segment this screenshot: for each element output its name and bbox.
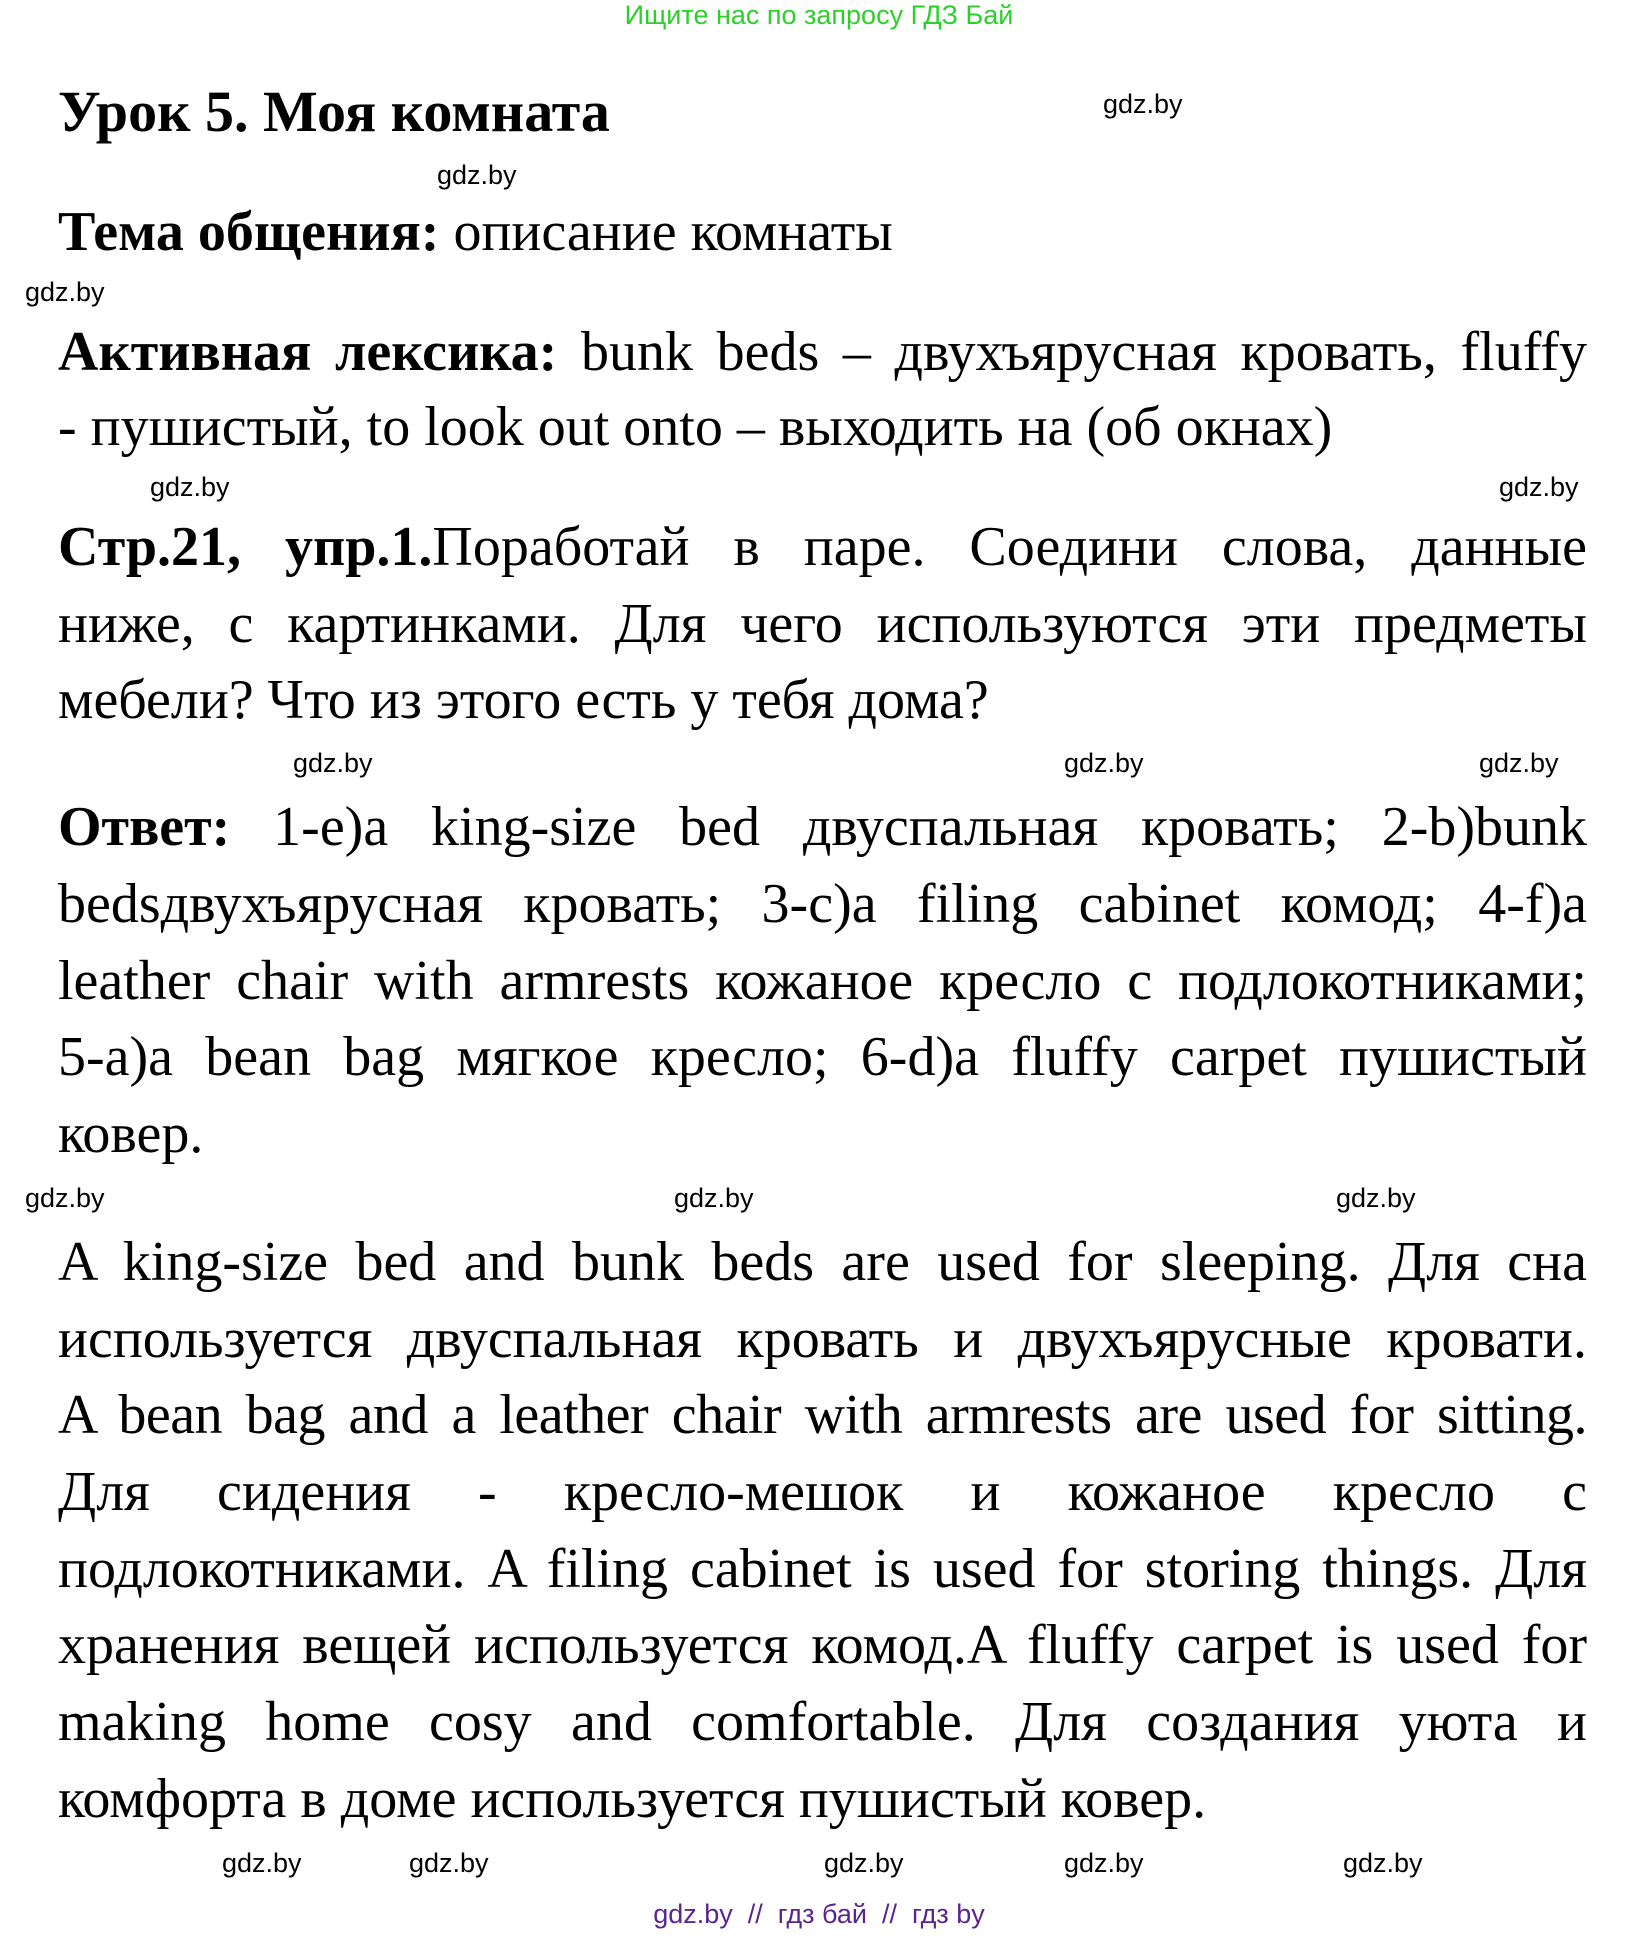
exercise-line: мебели? Что из этого есть у тебя дома?: [58, 669, 989, 731]
watermark: gdz.by: [25, 1183, 105, 1213]
watermark: gdz.by: [824, 1848, 904, 1878]
watermark: gdz.by: [25, 277, 105, 307]
watermark: gdz.by: [674, 1183, 754, 1213]
paragraph-line: комфорта в доме используется пушистый ковер.: [58, 1768, 1207, 1830]
header-banner: Ищите нас по запросу ГДЗ Бай: [624, 0, 1014, 30]
vocabulary-text: bunk beds – двухъярусная кровать, fluffy: [557, 321, 1587, 383]
answer-line: leather chair with armrests кожаное кресло с подлокотниками;: [58, 950, 1587, 1012]
paragraph-line: A bean bag and a leather chair with armrests are used for sitting.: [58, 1384, 1587, 1446]
watermark: gdz.by: [1336, 1183, 1416, 1213]
topic-line: [58, 200, 1587, 264]
watermark: gdz.by: [150, 472, 230, 502]
paragraph-line: подлокотниками. A filing cabinet is used for storing things. Для: [58, 1538, 1587, 1600]
watermark: gdz.by: [409, 1848, 489, 1878]
answer-text: 1-e)a king-size bed двуспальная кровать; 2-b)bunk: [230, 796, 1587, 858]
answer-line: bedsдвухъярусная кровать; 3-c)a filing cabinet комод; 4-f)a: [58, 873, 1587, 935]
watermark: gdz.by: [1499, 472, 1579, 502]
watermark: gdz.by: [222, 1848, 302, 1878]
exercise-line: [58, 515, 1587, 579]
footer-links: gdz.by // гдз бай // гдз by: [653, 1899, 985, 1929]
exercise-text: Поработай в паре. Соедини слова, данные: [432, 516, 1587, 578]
page-title: Урок 5. Моя комната: [58, 79, 610, 144]
paragraph-line: хранения вещей используется комод.A fluffy carpet is used for: [58, 1614, 1587, 1676]
vocabulary-line: - пушистый, to look out onto – выходить на (об окнах): [58, 396, 1333, 458]
watermark: gdz.by: [293, 748, 373, 778]
watermark: gdz.by: [1064, 748, 1144, 778]
answer-label: Ответ:: [58, 796, 231, 858]
vocabulary-line: [58, 320, 1587, 384]
exercise-label: Стр.21, упр.1.: [58, 516, 433, 578]
vocabulary-label: Активная лексика:: [58, 321, 558, 383]
paragraph-line: используется двуспальная кровать и двухъярусные кровати.: [58, 1308, 1587, 1370]
answer-line: ковер.: [58, 1103, 204, 1165]
watermark: gdz.by: [1479, 748, 1559, 778]
paragraph-line: A king-size bed and bunk beds are used for sleeping. Для сна: [58, 1231, 1587, 1293]
topic-label: Тема общения:: [58, 201, 440, 263]
watermark: gdz.by: [1064, 1848, 1144, 1878]
answer-line: 5-a)a bean bag мягкое кресло; 6-d)a fluffy carpet пушистый: [58, 1026, 1587, 1088]
watermark: gdz.by: [437, 160, 517, 190]
topic-text: описание комнаты: [439, 201, 893, 263]
exercise-line: ниже, с картинками. Для чего используются эти предметы: [58, 593, 1587, 655]
watermark: gdz.by: [1343, 1848, 1423, 1878]
paragraph-line: making home cosy and comfortable. Для создания уюта и: [58, 1691, 1587, 1753]
answer-line: [58, 795, 1587, 859]
watermark: gdz.by: [1103, 89, 1183, 119]
paragraph-line: Для сидения - кресло-мешок и кожаное кресло с: [58, 1461, 1587, 1523]
